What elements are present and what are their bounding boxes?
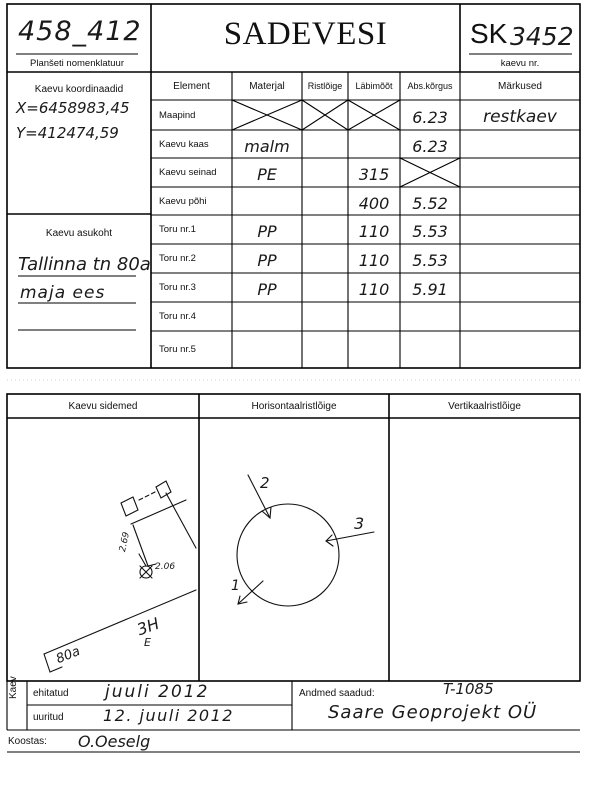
- coordinate-y: Y=412474,59: [16, 124, 119, 142]
- table-cell-materjal: PE: [257, 165, 277, 184]
- built-label: ehitatud: [33, 688, 69, 699]
- location-line-1: Tallinna tn 80a: [18, 254, 151, 275]
- table-header-col-cross-section: Ristlõige: [307, 81, 343, 91]
- table-cell-ristloige: [302, 187, 348, 215]
- table-cell-labimoot: [348, 130, 400, 158]
- built-value: juuli 2012: [105, 682, 210, 702]
- table-row-label: Toru nr.2: [159, 253, 196, 264]
- table-cell-ristloige: [302, 158, 348, 187]
- compiled-by-value: O.Oeselg: [78, 732, 151, 751]
- table-cell-abs: [400, 331, 460, 368]
- table-cell-labimoot: 400: [358, 193, 390, 213]
- table-cell-markused: restkaev: [483, 107, 557, 127]
- table-cell-materjal: [232, 331, 302, 368]
- table-cell-materjal: PP: [257, 280, 277, 299]
- table-cell-markused: [460, 273, 580, 302]
- data-source-reference: T-1085: [443, 680, 494, 698]
- table-row-label: Kaevu kaas: [159, 138, 209, 150]
- table-row-label: Kaevu seinad: [159, 167, 217, 178]
- street-label: 80a: [54, 643, 83, 668]
- building-corner-b: [156, 481, 171, 498]
- table-cell-abs: [400, 158, 460, 187]
- table-cell-markused: [460, 130, 580, 158]
- table-cell-markused: [460, 215, 580, 244]
- table-cell-ristloige: [302, 215, 348, 244]
- table-header-col-material: Materjal: [249, 80, 285, 92]
- table-header-col-remarks: Märkused: [498, 80, 542, 92]
- table-row-label: Toru nr.5: [159, 344, 196, 355]
- nomenclature-label: Planšeti nomenklatuur: [30, 58, 124, 69]
- table-cell-ristloige: [302, 130, 348, 158]
- well-number-value: 3452: [510, 22, 574, 51]
- table-cell-abs: [400, 302, 460, 331]
- data-source-value: Saare Geoprojekt OÜ: [328, 702, 538, 723]
- building-label: 3H: [134, 613, 162, 640]
- location-label: Kaevu asukoht: [45, 228, 113, 239]
- horizontal-section-header: Horisontaalristlõige: [251, 401, 337, 412]
- pipe-3-label: 3: [354, 514, 365, 533]
- nomenclature-value: 458_412: [18, 16, 142, 47]
- table-cell-labimoot: 110: [358, 251, 390, 270]
- table-cell-markused: [460, 244, 580, 273]
- table-cell-materjal: malm: [244, 136, 290, 156]
- table-cell-materjal: PP: [257, 222, 277, 241]
- table-cell-ristloige: [302, 100, 348, 130]
- building-sublabel: E: [144, 636, 151, 649]
- table-cell-markused: [460, 331, 580, 368]
- tie-dimension-1: 2.69: [118, 531, 132, 553]
- pipe-2-label: 2: [260, 474, 270, 492]
- coordinates-label: Kaevu koordinaadid: [34, 84, 124, 95]
- table-row-label: Kaevu põhi: [159, 195, 207, 207]
- table-cell-markused: [460, 158, 580, 187]
- table-cell-materjal: PP: [257, 251, 277, 270]
- table-cell-materjal: [232, 302, 302, 331]
- table-cell-ristloige: [302, 331, 348, 368]
- table-header-col-diameter: Läbimõõt: [355, 81, 393, 91]
- table-cell-ristloige: [302, 302, 348, 331]
- tie-dimension-2: 2.06: [155, 562, 176, 572]
- table-header-col-element: Element: [173, 80, 210, 92]
- data-source-label: Andmed saadud:: [299, 688, 375, 699]
- table-cell-labimoot: 110: [358, 280, 390, 299]
- table-cell-labimoot: 110: [358, 222, 390, 241]
- table-cell-abs: 6.23: [412, 107, 448, 127]
- table-cell-ristloige: [302, 244, 348, 273]
- well-number-prefix: SK: [470, 18, 508, 49]
- table-row-label: Toru nr.1: [159, 224, 196, 235]
- table-row-label: Maapind: [159, 109, 196, 121]
- table-cell-abs: 5.53: [412, 251, 448, 270]
- table-cell-abs: 5.52: [412, 193, 448, 213]
- table-row-label: Toru nr.3: [159, 282, 196, 293]
- pipe-1-label: 1: [231, 578, 240, 594]
- table-cell-labimoot: [348, 100, 400, 130]
- location-line-2: maja ees: [20, 283, 106, 303]
- well-number-label: kaevu nr.: [500, 58, 540, 69]
- table-cell-ristloige: [302, 273, 348, 302]
- ties-header: Kaevu sidemed: [68, 401, 138, 412]
- table-cell-labimoot: [348, 331, 400, 368]
- surveyed-value: 12. juuli 2012: [103, 706, 234, 725]
- compiled-by-label: Koostas:: [8, 736, 47, 747]
- surveyed-label: uuritud: [33, 712, 64, 723]
- coordinate-x: X=6458983,45: [16, 99, 130, 117]
- page-title: SADEVESI: [223, 16, 388, 52]
- table-row-label: Toru nr.4: [159, 311, 196, 322]
- table-cell-markused: [460, 187, 580, 215]
- kaev-label: Kaev: [8, 676, 19, 699]
- table-cell-abs: 6.23: [412, 136, 448, 156]
- vertical-section-header: Vertikaalristlõige: [448, 401, 521, 412]
- table-cell-labimoot: [348, 302, 400, 331]
- table-cell-labimoot: 315: [358, 165, 390, 184]
- table-cell-markused: [460, 302, 580, 331]
- table-cell-materjal: [232, 187, 302, 215]
- table-header-col-abs-height: Abs.kõrgus: [407, 81, 453, 91]
- table-cell-abs: 5.91: [412, 280, 448, 299]
- table-cell-abs: 5.53: [412, 222, 448, 241]
- table-cell-materjal: [232, 100, 302, 130]
- building-corner-a: [121, 497, 138, 516]
